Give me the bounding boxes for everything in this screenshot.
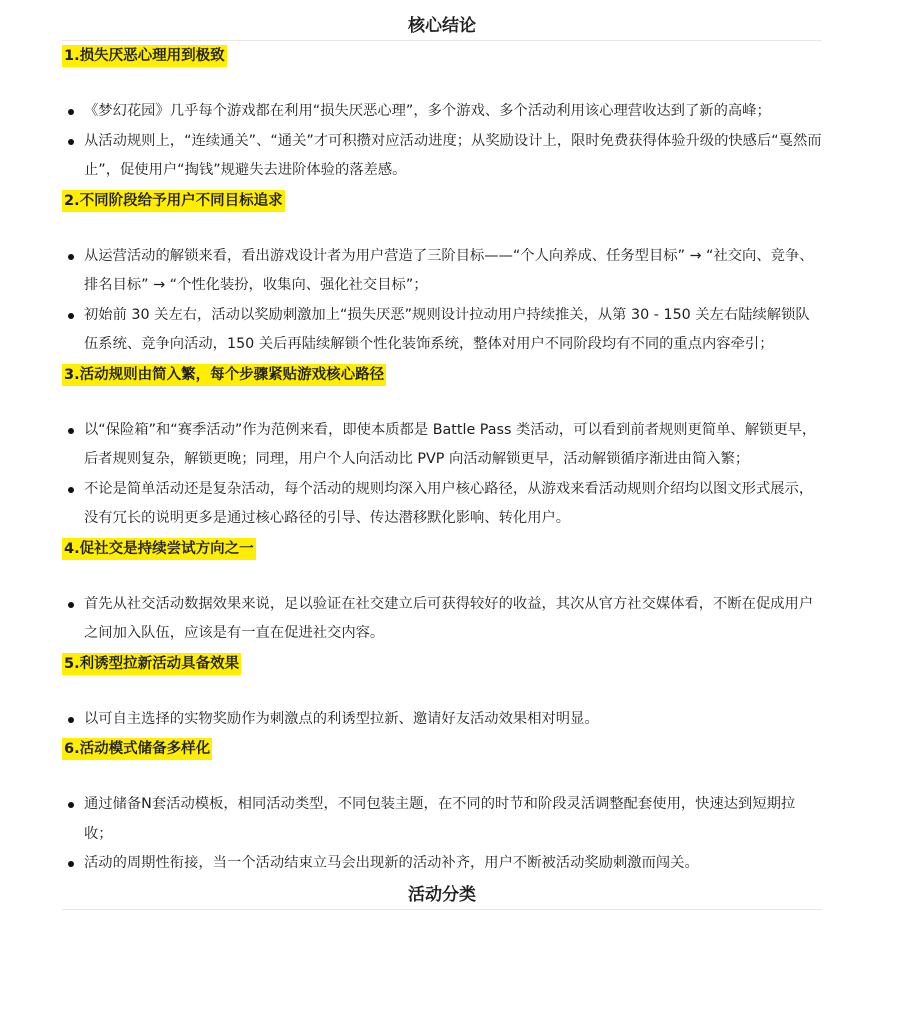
section-heading-row: [62, 186, 822, 216]
bullet-list: [62, 97, 822, 186]
spacer: [62, 564, 822, 590]
spacer: [62, 216, 822, 242]
spacer: [62, 679, 822, 705]
bullet-item: 《梦幻花园》几乎每个游戏都在利用“损失厌恶心理”，多个游戏、多个活动利用该心理营收达到了新的高峰；: [62, 97, 822, 127]
section-heading: 3.活动规则由简入繁，每个步骤紧贴游戏核心路径: [62, 364, 386, 386]
bullet-item: 从运营活动的解锁来看，看出游戏设计者为用户营造了三阶目标——“个人向养成、任务型目标” → “社交向、竞争、排名目标” → “个性化装扮，收集向、强化社交目标”；: [62, 242, 822, 301]
bullet-list: [62, 790, 822, 879]
bullet-list: [62, 590, 822, 649]
conclusion-section: [62, 534, 822, 649]
spacer: [62, 390, 822, 416]
section-heading-row: [62, 534, 822, 564]
bullet-item: 不论是简单活动还是复杂活动，每个活动的规则均深入用户核心路径，从游戏来看活动规则介绍均以图文形式展示，没有冗长的说明更多是通过核心路径的引导、传达潜移默化影响、转化用户。: [62, 475, 822, 534]
section-heading: 4.促社交是持续尝试方向之一: [62, 538, 256, 560]
bullet-item: 以“保险箱”和“赛季活动”作为范例来看，即使本质都是 Battle Pass 类活动，可以看到前者规则更简单、解锁更早，后者规则复杂，解锁更晚；同理，用户个人向活动比 PVP 向活动解锁更早，活动解锁循序渐进由简入繁；: [62, 416, 822, 475]
bullet-item: 活动的周期性衔接，当一个活动结束立马会出现新的活动补齐，用户不断被活动奖励刺激而闯关。: [62, 849, 822, 879]
section-heading-row: [62, 734, 822, 764]
document-page: [62, 0, 822, 910]
next-section-title: 活动分类: [62, 885, 822, 910]
section-heading: 5.利诱型拉新活动具备效果: [62, 653, 241, 675]
bullet-item: 以可自主选择的实物奖励作为刺激点的利诱型拉新、邀请好友活动效果相对明显。: [62, 705, 822, 735]
page-title: 核心结论: [62, 0, 822, 41]
conclusion-section: [62, 734, 822, 879]
conclusion-section: [62, 41, 822, 186]
bullet-list: [62, 705, 822, 735]
bullet-item: 初始前 30 关左右，活动以奖励刺激加上“损失厌恶”规则设计拉动用户持续推关，从第 30 - 150 关左右陆续解锁队伍系统、竞争向活动，150 关后再陆续解锁个性化装饰系统，整体对用户不同阶段均有不同的重点内容牵引；: [62, 301, 822, 360]
conclusion-section: [62, 649, 822, 735]
section-heading: 1.损失厌恶心理用到极致: [62, 45, 227, 67]
section-heading-row: [62, 649, 822, 679]
section-heading: 6.活动模式储备多样化: [62, 738, 212, 760]
spacer: [62, 71, 822, 97]
section-heading: 2.不同阶段给予用户不同目标追求: [62, 190, 285, 212]
section-heading-row: [62, 41, 822, 71]
bullet-item: 首先从社交活动数据效果来说，足以验证在社交建立后可获得较好的收益，其次从官方社交媒体看，不断在促成用户之间加入队伍，应该是有一直在促进社交内容。: [62, 590, 822, 649]
bullet-item: 从活动规则上，“连续通关”、“通关”才可积攒对应活动进度；从奖励设计上，限时免费获得体验升级的快感后“戛然而止”，促使用户“掏钱”规避失去进阶体验的落差感。: [62, 127, 822, 186]
bullet-list: [62, 242, 822, 360]
bullet-list: [62, 416, 822, 534]
bullet-item: 通过储备N套活动模板，相同活动类型，不同包装主题，在不同的时节和阶段灵活调整配套使用，快速达到短期拉收；: [62, 790, 822, 849]
conclusion-section: [62, 186, 822, 360]
spacer: [62, 764, 822, 790]
conclusion-section: [62, 360, 822, 534]
sections-container: [62, 41, 822, 879]
section-heading-row: [62, 360, 822, 390]
